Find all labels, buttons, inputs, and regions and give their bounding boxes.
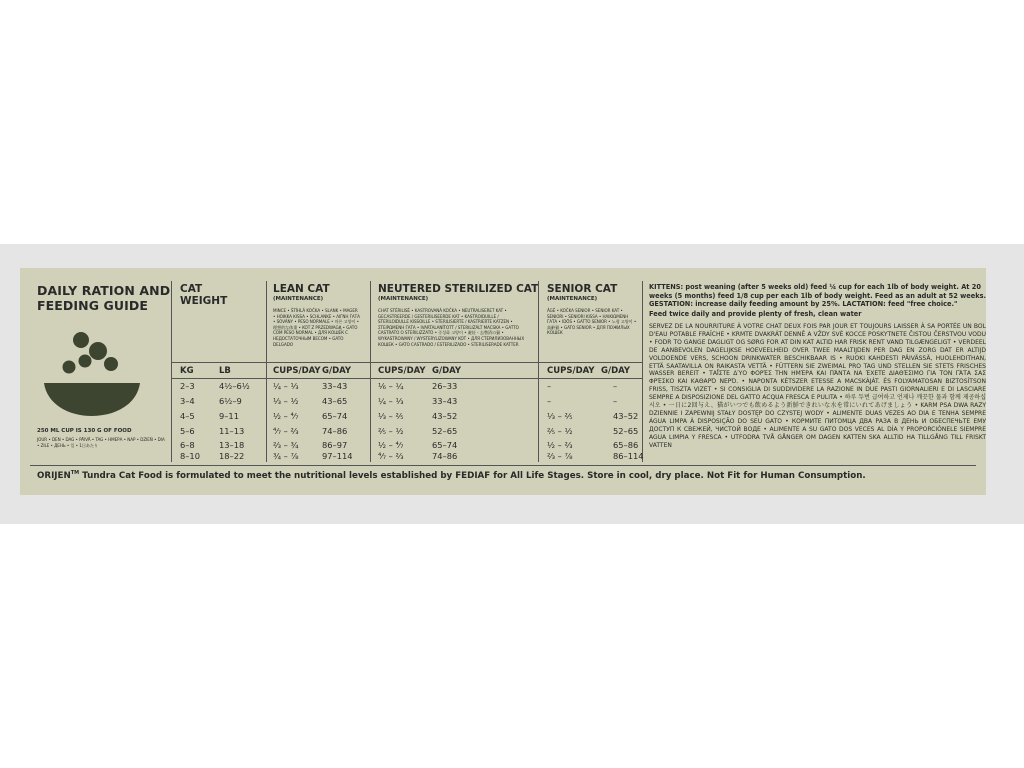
cell-senior-cups: ⅓ – ⅖ bbox=[547, 411, 573, 421]
cell-lean-grams: 97–114 bbox=[322, 451, 353, 461]
feeding-guide-panel bbox=[20, 268, 986, 495]
multilingual-instructions: SERVEZ DE LA NOURRITURE À VOTRE CHAT DEUX FOIS PAR JOUR ET TOUJOURS LAISSER À SA PORTÉE UN BOL D'EAU POTABLE FRAÎCHE • KRMTE DVAKRÁT DENNĚ A VŽDY SVÉ KOCCE POSKYTNETE ČISTOU ČERSTVOU VODU • FODR TO GANGE DAGLIGT OG SØRG FOR AT DIN KAT ALTID HAR FRISK RENT VAND TILGÆNGELIGT • VERDEEL DE AANBEVOLEN DAGELIJKSE HOEVEELHEID OVER TWEE MAALTIJDEN PER DAG EN ZORG DAT ER ALTIJD VOLDOENDE VERS, SCHOON DRINKWATER BESCHIKBAAR IS • RUOKI KAHDESTI PÄIVÄSSÄ, HUOLEHDITHAN, ETTÄ SAATAVILLA ON RAIKASTA VETTÄ • FÜTTERN SIE ZWEIMAL PRO TAG UND STELLEN SIE STETS FRISCHES WASSER BEREIT • ΤΑΪ́ΣΤΕ ΔΎΟ ΦΟΡΈΣ ΤΗΝ ΗΜΈΡΑ ΚΑΙ ΠΆΝΤΑ ΝΑ ΈΧΕΤΕ ΔΙΑΘΈΣΙΜΟ ΓΙΑ ΤΟΝ ΓΆΤΑ ΣΑΣ ΦΡΈΣΚΟ ΚΑΙ ΚΑΘΑΡΌ ΝΕΡΌ. • NAPONTA KÉTSZER ETESSE A MACSKÁJÁT. ÉS FOLYAMATOSAN BIZTOSÍTSON FRISS, TISZTA VIZET • SI CONSIGLIA DI SUDDIVIDERE LA RAZIONE IN DUE PASTI GIORNALIERI E DI LASCIARE SEMPRE A DISPOSIZIONE DEL GATTO ACQUA FRESCA E PULITA • 하루 두번 급여하고 언제나 깨끗한 물과 함께 제공하십시오 • 一日に2回与え、猫がいつでも飲めるよう新鮮できれいな水を常にいれてあげましょう • KARM PSA DWA RAZY DZIENNIE I ZAPEWNIJ STAŁY DOSTĘP DO CZYSTEJ WODY • ALIMENTE DUAS VEZES AO DIA E TENHA SEMPRE ÁGUA LIMPA À DISPOSIÇÃO DO SEU GATO • КОРМИТЕ ПИТОМЦА ДВА РАЗА В ДЕНЬ И ОБЕСПЕЧЬТЕ ЕМУ ДОСТУП К СВЕЖЕЙ, ЧИСТОЙ ВОДЕ • ALIMENTE A SU GATO DOS VECES AL DÍA Y PROPORCIÓNELE SIEMPRE AGUA LIMPIA Y FRESCA • UTFODRA TVÅ GÅNGER OM DAGEN KATTEN SKA ALLTID HA TILLGÅNG TILL FRISKT VATTEN bbox=[649, 323, 986, 449]
cell-lean-grams: 33–43 bbox=[322, 381, 348, 391]
cell-neutered-cups: ⁴⁄₇ – ⅔ bbox=[378, 451, 404, 461]
lean-column-subheading: (MAINTENANCE) bbox=[273, 296, 324, 302]
cell-neutered-cups: ½ – ⁴⁄₇ bbox=[378, 440, 404, 450]
cell-neutered-grams: 43–52 bbox=[432, 411, 458, 421]
neutered-column-heading: NEUTERED STERILIZED CAT bbox=[378, 283, 539, 295]
lean-column-heading: LEAN CAT bbox=[273, 283, 330, 295]
header-lb: LB bbox=[219, 366, 231, 376]
senior-column-translations: ÂGÉ • KOČKA SENIOR • SENIOR KAT • SENIORI • SENIORI KISSA • ΗΛΙΚΙΩΜΕΝΗ ΓΑΤΑ • IDŐS • GATTO SENIOR • 노령 고양이 • 高齢猫 • GATO SENIOR • ДЛЯ ПОЖИЛЫХ КОШЕК bbox=[547, 308, 637, 336]
footer-rule bbox=[30, 465, 976, 466]
divider bbox=[370, 281, 371, 462]
neutered-column-subheading: (MAINTENANCE) bbox=[378, 296, 429, 302]
cell-neutered-grams: 26–33 bbox=[432, 381, 458, 391]
cell-senior-cups: – bbox=[547, 381, 552, 391]
cell-kg: 8–10 bbox=[180, 451, 200, 461]
cell-senior-cups: ⅔ – ⅞ bbox=[547, 451, 573, 461]
brand-name: ORIJEN bbox=[37, 470, 71, 481]
cell-senior-cups: ½ – ⅔ bbox=[547, 440, 573, 450]
cell-lb: 4½–6½ bbox=[219, 381, 250, 391]
weight-column-heading: CAT WEIGHT bbox=[180, 283, 228, 307]
divider bbox=[171, 281, 172, 462]
cell-lean-cups: ⁴⁄₇ – ⅔ bbox=[273, 426, 299, 436]
cell-kg: 4–5 bbox=[180, 411, 195, 421]
kittens-instructions: KITTENS: post weaning (after 5 weeks old) feed ¼ cup for each 1lb of body weight. At 20 weeks (5 months) feed 1/8 cup per each 1lb of body weight. Feed as an adult at 52 weeks. bbox=[649, 283, 987, 300]
cell-lean-cups: ¾ – ⅞ bbox=[273, 451, 299, 461]
cell-lb: 9–11 bbox=[219, 411, 239, 421]
cup-note: 250 ML CUP IS 130 G OF FOOD bbox=[37, 428, 132, 434]
food-bowl-icon bbox=[42, 326, 142, 418]
lean-column-translations: MINCE • ŠTÍHLÁ KOČKA • SLANK • MAGER • HOIKKA KISSA • SCHLANKE • ΛΙΓΝΗ ΓΑΤΑ • SOVÁNY • PESO NORMALE • 마른 고양이 • 理想的な体重 • KOT Z PRZEDWAGĄ • GATO COM PESO NORMAL • ДЛЯ КОШЕК С НЕДОСТАТОЧНЫМ ВЕСОМ • GATO DELGADO bbox=[273, 308, 360, 347]
cell-neutered-grams: 74–86 bbox=[432, 451, 458, 461]
cell-senior-cups: ⅖ – ½ bbox=[547, 426, 573, 436]
footer-statement bbox=[37, 470, 866, 481]
cell-neutered-cups: ¼ – ⅓ bbox=[378, 396, 404, 406]
cell-kg: 2–3 bbox=[180, 381, 195, 391]
neutered-column-translations: CHAT STÉRILISÉ • KASTROVANÁ KOČKA • NEUTRALISERET KAT • GECASTREERDE / GESTERILISEERDE KAT • KASTROIDUILLE / STERILOIDULLE KISSOILLE • STERILISIERTE / KASTRIERTE KATZEN • ΣΤΕΙΡΩΜΕΝΗ ΓΑΤΑ • IVARTALANÍTOTT / STERILIZÁLT MACSKA • GATTO CASTRATO O STERILIZZATO • 중성화 고양이 • 避妊・去勢済の猫 • WYKASTROWANY / WYSTERYLIZOWANY KOT • ДЛЯ СТЕРИЛИЗОВАННЫХ КОШЕК • GATO CASTRADO / ESTERILIZADO • STERILISERADE KATTER bbox=[378, 308, 525, 347]
senior-column-subheading: (MAINTENANCE) bbox=[547, 296, 598, 302]
divider bbox=[642, 281, 643, 462]
trademark-mark: TM bbox=[70, 470, 80, 476]
cell-neutered-grams: 33–43 bbox=[432, 396, 458, 406]
divider bbox=[538, 281, 539, 462]
cell-lean-grams: 43–65 bbox=[322, 396, 348, 406]
cell-neutered-grams: 65–74 bbox=[432, 440, 458, 450]
day-translations: JOUR • DEN • DAG • PÄIVÄ • TAG • ΗΜΕΡΑ • NAP • DZIEŃ • DIA • ZILE • ДЕНЬ • 일 • 1日あたり bbox=[37, 437, 165, 448]
header-neutered-cups: CUPS/DAY bbox=[378, 366, 426, 376]
header-lean-grams: G/DAY bbox=[322, 366, 352, 376]
header-kg: KG bbox=[180, 366, 194, 376]
cell-lean-cups: ¼ – ⅓ bbox=[273, 381, 299, 391]
header-senior-grams: G/DAY bbox=[601, 366, 631, 376]
senior-column-heading: SENIOR CAT bbox=[547, 283, 618, 295]
cell-lb: 11–13 bbox=[219, 426, 245, 436]
cell-kg: 3–4 bbox=[180, 396, 195, 406]
cell-senior-grams: 52–65 bbox=[613, 426, 639, 436]
cell-lb: 18–22 bbox=[219, 451, 245, 461]
cell-lean-cups: ½ – ⁴⁄₇ bbox=[273, 411, 299, 421]
cell-lean-cups: ⅓ – ½ bbox=[273, 396, 299, 406]
cell-lean-grams: 65–74 bbox=[322, 411, 348, 421]
cell-lb: 6½–9 bbox=[219, 396, 242, 406]
cell-lean-cups: ⅔ – ¾ bbox=[273, 440, 299, 450]
cell-lean-grams: 86–97 bbox=[322, 440, 348, 450]
cell-senior-cups: – bbox=[547, 396, 552, 406]
cell-neutered-cups: ⅖ – ½ bbox=[378, 426, 404, 436]
cell-senior-grams: – bbox=[613, 381, 618, 391]
footer-text: Tundra Cat Food is formulated to meet the nutritional levels established by FEDIAF for All Life Stages. Store in cool, dry place. Not Fit for Human Consumption. bbox=[79, 470, 866, 481]
cell-lean-grams: 74–86 bbox=[322, 426, 348, 436]
cell-senior-grams: – bbox=[613, 396, 618, 406]
table-header-bottom-rule bbox=[171, 378, 643, 379]
cell-neutered-cups: ⅓ – ⅖ bbox=[378, 411, 404, 421]
cell-senior-grams: 43–52 bbox=[613, 411, 639, 421]
cell-neutered-grams: 52–65 bbox=[432, 426, 458, 436]
header-senior-cups: CUPS/DAY bbox=[547, 366, 595, 376]
feed-twice-instructions: Feed twice daily and provide plenty of fresh, clean water bbox=[649, 309, 862, 318]
header-lean-cups: CUPS/DAY bbox=[273, 366, 321, 376]
cell-senior-grams: 86–114 bbox=[613, 451, 644, 461]
guide-title: DAILY RATION AND FEEDING GUIDE bbox=[37, 283, 171, 313]
table-header-top-rule bbox=[171, 362, 643, 363]
header-neutered-grams: G/DAY bbox=[432, 366, 462, 376]
cell-kg: 6–8 bbox=[180, 440, 195, 450]
feeding-instructions bbox=[649, 283, 986, 318]
cell-senior-grams: 65–86 bbox=[613, 440, 639, 450]
cell-kg: 5–6 bbox=[180, 426, 195, 436]
cell-lb: 13–18 bbox=[219, 440, 245, 450]
divider bbox=[266, 281, 267, 462]
gestation-instructions: GESTATION: increase daily feeding amount by 25%. LACTATION: feed "free choice." bbox=[649, 300, 958, 308]
cell-neutered-cups: ⅙ – ¼ bbox=[378, 381, 404, 391]
